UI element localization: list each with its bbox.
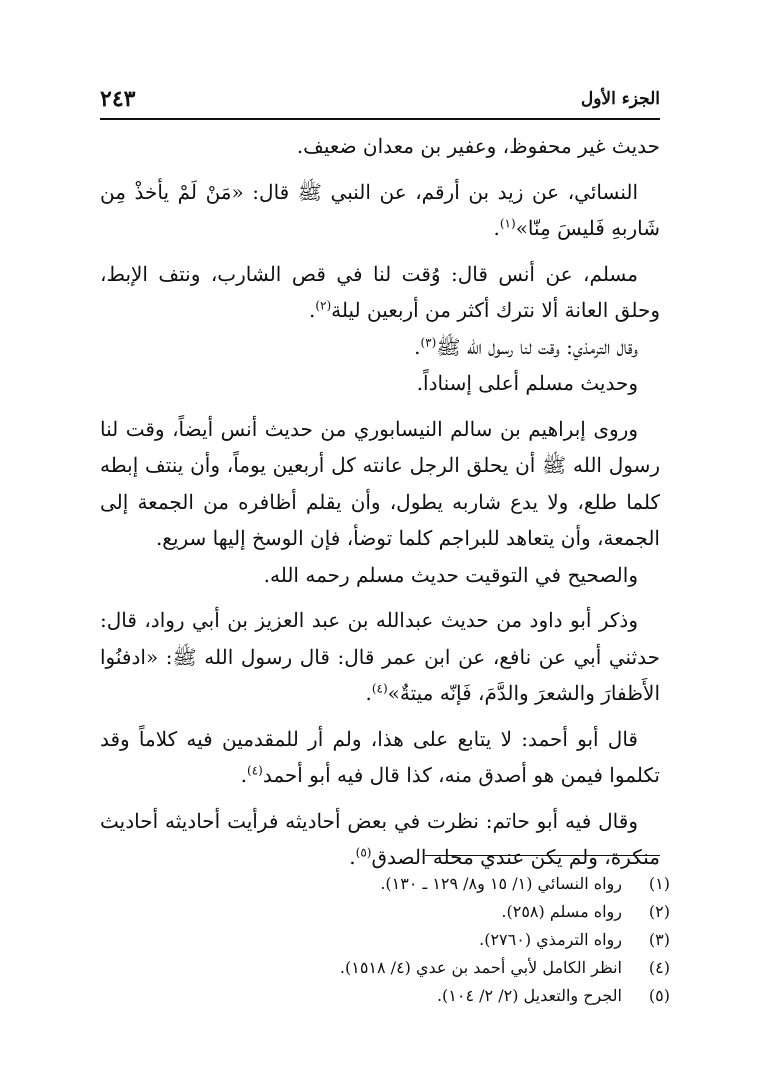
footnote [100, 898, 670, 926]
footnote [100, 926, 670, 954]
footnote [100, 870, 670, 898]
footnote-text: انظر الكامل لأبي أحمد بن عدي (٤/ ١٥١٨). [339, 958, 622, 977]
paragraph: مسلم، عن أنس قال: وُقت لنا في قص الشارب، ونتف الإبط، وحلق العانة ألا نترك أكثر من أربعين ليلة$^{(٢)}$. [100, 261, 660, 322]
paragraph: والصحيح في التوقيت حديث مسلم رحمه الله. [263, 562, 638, 587]
footnote-text: رواه الترمذي (٢٧٦٠). [479, 930, 622, 949]
footnote-ref[interactable]: (١) [499, 216, 516, 231]
paragraph: قال أبو أحمد: لا يتابع على هذا، ولم أر للمقدمين فيه كلاماً وقد تكلموا فيمن هو أصدق منه، كذا قال فيه أبو أحمد$^{(٤)}$. [100, 726, 660, 787]
footnote-number: (٢) [648, 902, 670, 921]
paragraph: وحديث مسلم أعلى إسناداً. [416, 371, 638, 395]
footnote-text: الجرح والتعديل (٢/ ٢/ ١٠٤). [436, 986, 622, 1005]
footnote-number: (١) [648, 874, 670, 893]
paragraph: وروى إبراهيم بن سالم النيسابوري من حديث أنس أيضاً، وقت لنا رسول الله ﷺ أن يحلق الرجل عانته كل أربعين يوماً، وأن ينتف إبطه كلما طلع، ولا يدع شاربه يطول، وأن يقلم أظافره من الجمعة إلى الجمعة، وأن يتعاهد للبراجم كلما توضأ، فإن الوسخ إليها سريع. [100, 416, 660, 550]
header-rule [100, 118, 660, 120]
paragraph: حديث غير محفوظ، وعفير بن معدان ضعيف. [296, 134, 660, 158]
footnote-number: (٣) [648, 930, 670, 949]
page-number: ٢٤٣ [100, 86, 136, 112]
paragraph: وقال الترمذي: وقت لنا رسول الله ﷺ$^{(٣)}$. [414, 334, 638, 359]
paragraph: النسائي، عن زيد بن أرقم، عن النبي ﷺ قال: «مَنْ لَمْ يأخذْ مِن شَاربهِ فَليسَ مِنّا»$^{(١)}$. [100, 179, 660, 240]
footnote-separator [425, 855, 660, 856]
footnote-ref[interactable]: (٣) [420, 334, 437, 349]
running-header [100, 82, 660, 116]
footnote [100, 954, 670, 982]
volume-title: الجزء الأول [580, 89, 660, 109]
footnote-text: رواه مسلم (٢٥٨). [501, 902, 622, 921]
footnote-text: رواه النسائي (١/ ١٥ و٨/ ١٢٩ ـ ١٣٠). [380, 874, 622, 893]
footnote [100, 982, 670, 1010]
footnote-number: (٤) [648, 958, 670, 977]
main-text [100, 128, 660, 876]
footnote-ref[interactable]: (٥) [355, 845, 372, 860]
footnote-number: (٥) [648, 986, 670, 1005]
footnotes [100, 870, 670, 1010]
paragraph: وذكر أبو داود من حديث عبدالله بن عبد العزيز بن أبي رواد، قال: حدثني أبي عن نافع، عن ابن عمر قال: قال رسول الله ﷺ: «ادفنُوا الأَظفارَ والشعرَ والدَّمَ، فَإنّه ميتةٌ»$^{(٤)}$. [100, 608, 660, 705]
footnote-ref[interactable]: (٢) [315, 298, 332, 313]
paragraph: وقال فيه أبو حاتم: نظرت في بعض أحاديثه فرأيت أحاديثه أحاديث منكرة، ولم يكن عندي محله الصدق$^{(٥)}$. [100, 808, 660, 869]
footnote-ref[interactable]: (٤) [247, 763, 263, 778]
footnote-ref[interactable]: (٤) [371, 681, 388, 696]
